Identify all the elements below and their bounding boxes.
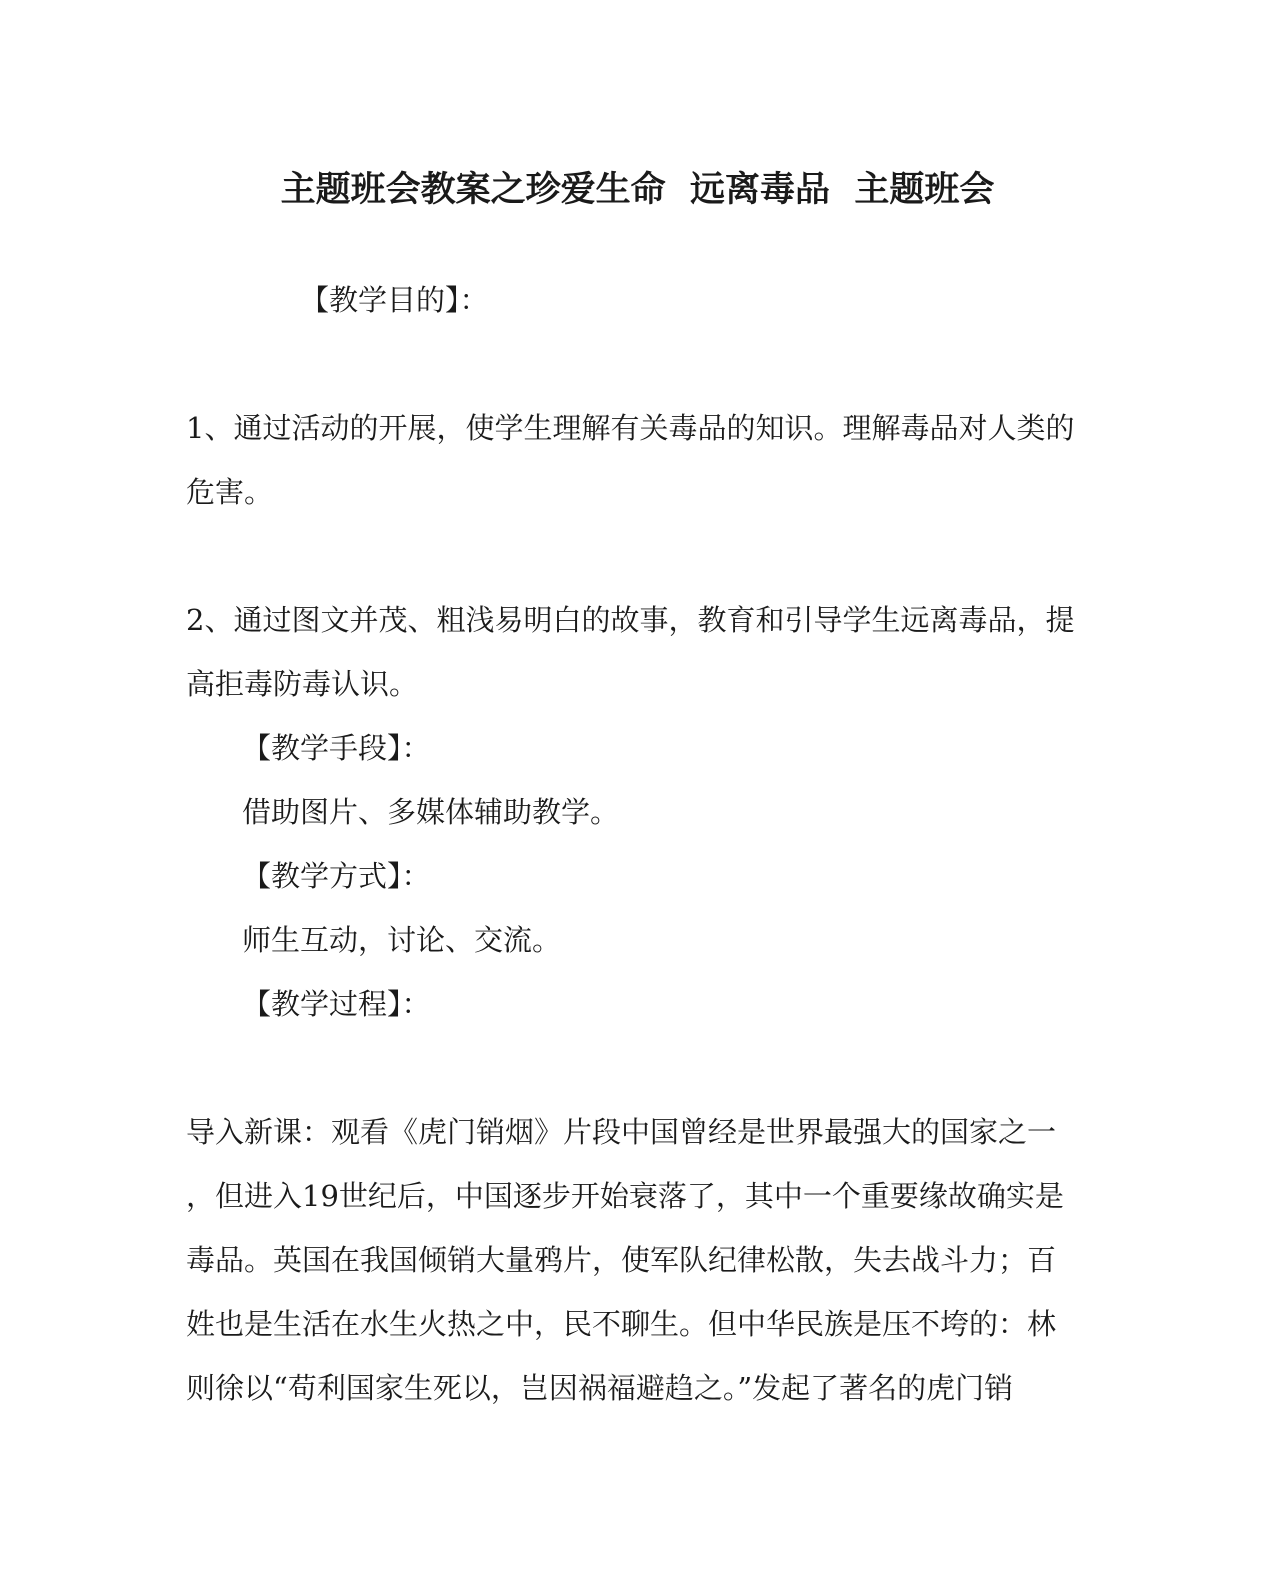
goals-heading: 【教学目的】： bbox=[300, 283, 489, 317]
method-text: 师生互动，讨论、交流。 bbox=[242, 923, 562, 957]
goal1-line2: 危害。 bbox=[186, 475, 274, 509]
method-heading: 【教学方式】： bbox=[242, 859, 431, 893]
intro-line4: 姓也是生活在水生火热之中，民不聊生。但中华民族是压不垮的：林 bbox=[186, 1307, 1057, 1341]
intro-line5: 则徐以“苟利国家生死以，岂因祸福避趋之。”发起了著名的虎门销 bbox=[186, 1371, 1014, 1405]
intro-line2: ，但进入19世纪后，中国逐步开始衰落了，其中一个重要缘故确实是 bbox=[186, 1179, 1064, 1213]
document-title: 主题班会教案之珍爱生命 远离毒品 主题班会 bbox=[280, 169, 995, 210]
goal2-line1: 2、通过图文并茂、粗浅易明白的故事，教育和引导学生远离毒品，提 bbox=[186, 603, 1075, 637]
means-heading: 【教学手段】： bbox=[242, 731, 431, 765]
goal1-line1: 1、通过活动的开展，使学生理解有关毒品的知识。理解毒品对人类的 bbox=[186, 411, 1075, 445]
intro-line3: 毒品。英国在我国倾销大量鸦片，使军队纪律松散，失去战斗力；百 bbox=[186, 1243, 1057, 1277]
means-text: 借助图片、多媒体辅助教学。 bbox=[242, 795, 620, 829]
intro-line1: 导入新课：观看《虎门销烟》片段中国曾经是世界最强大的国家之一 bbox=[186, 1115, 1057, 1149]
goal2-line2: 高拒毒防毒认识。 bbox=[186, 667, 419, 701]
process-heading: 【教学过程】： bbox=[242, 987, 431, 1021]
